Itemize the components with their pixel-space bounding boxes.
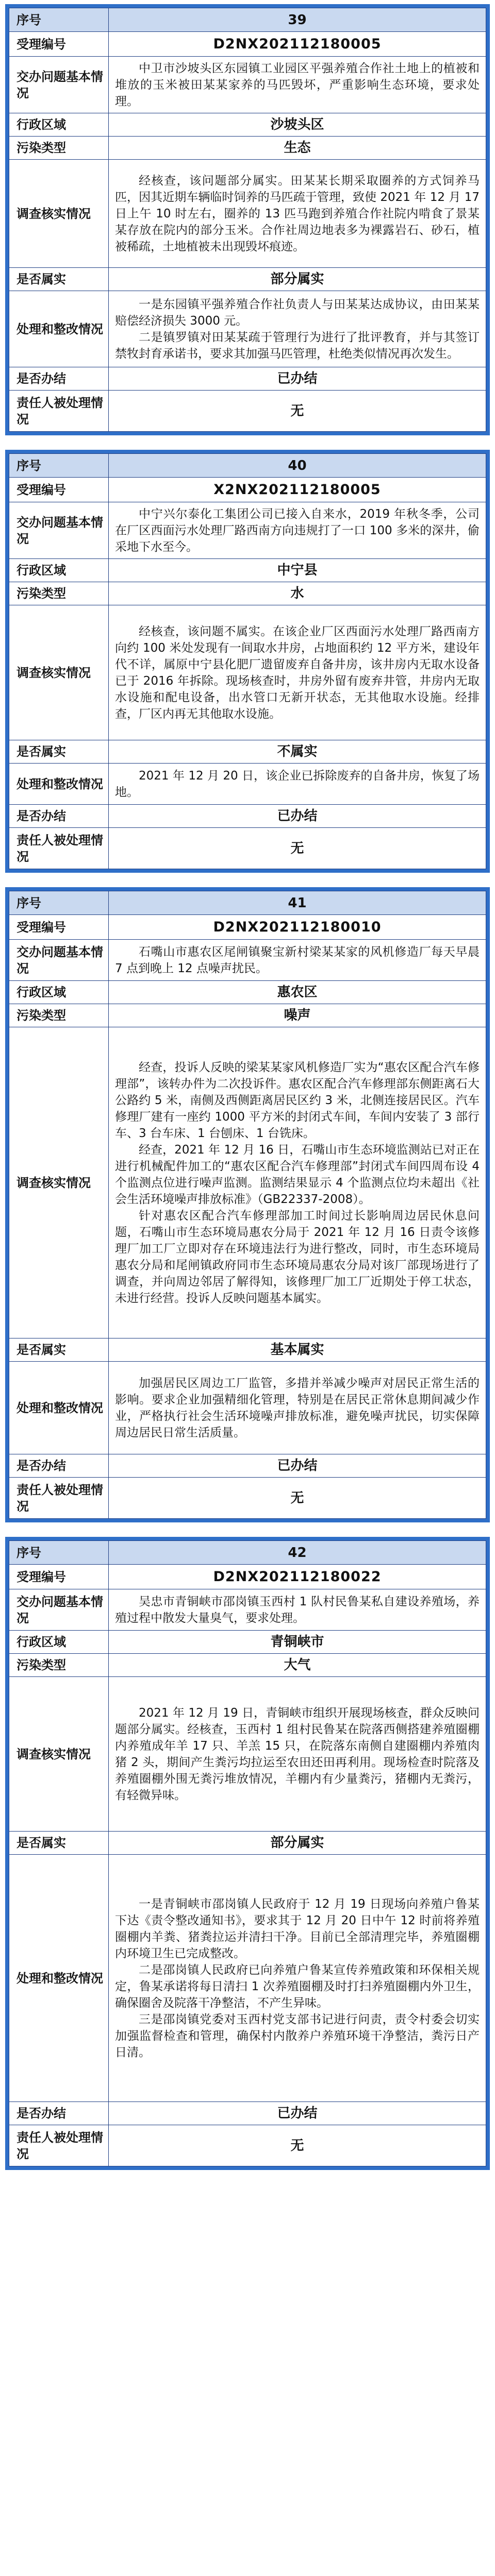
row-verification-details <box>9 605 486 740</box>
case-table <box>9 453 486 869</box>
row-region <box>9 559 486 582</box>
case-card <box>5 450 490 873</box>
problem-description-paragraph: 石嘴山市惠农区尾闸镇聚宝新村梁某某家的风机修造厂每天早晨 7 点到晚上 12 点噪声扰民。 <box>115 945 480 975</box>
seq-label: 序号 <box>9 8 109 32</box>
case-code-label: 受理编号 <box>9 915 109 940</box>
accountable-handling-label: 责任人被处理情况 <box>9 828 109 869</box>
is-closed-label: 是否办结 <box>9 2102 109 2125</box>
handling-details-paragraph: 2021 年 12 月 20 日，该企业已拆除废弃的自备井房，恢复了场地。 <box>115 769 480 799</box>
row-problem-description <box>9 1589 486 1631</box>
case-code-label: 受理编号 <box>9 1565 109 1589</box>
verification-details-label: 调查核实情况 <box>9 605 109 740</box>
problem-description-label: 交办问题基本情况 <box>9 940 109 981</box>
is-closed-value: 已办结 <box>109 1454 486 1478</box>
accountable-handling-value: 无 <box>109 828 486 869</box>
pollution-type-label: 污染类型 <box>9 582 109 605</box>
is-true-value: 部分属实 <box>109 1832 486 1855</box>
is-closed-value: 已办结 <box>109 805 486 828</box>
problem-description-value <box>109 502 486 559</box>
is-closed-label: 是否办结 <box>9 1454 109 1478</box>
problem-description-label: 交办问题基本情况 <box>9 1589 109 1631</box>
handling-details-paragraph: 二是镇罗镇对田某某疏于管理行为进行了批评教育，并与其签订禁牧封育承诺书，要求其加强马匹管理，杜绝类似情况再次发生。 <box>115 330 480 361</box>
row-accountable-handling <box>9 1478 486 1519</box>
problem-description-label: 交办问题基本情况 <box>9 502 109 559</box>
region-label: 行政区域 <box>9 981 109 1004</box>
row-seq <box>9 8 486 32</box>
row-problem-description <box>9 57 486 113</box>
row-seq <box>9 1541 486 1565</box>
seq-value: 40 <box>109 454 486 478</box>
verification-details-value <box>109 160 486 268</box>
is-true-value: 不属实 <box>109 740 486 764</box>
is-true-value: 基本属实 <box>109 1338 486 1362</box>
is-true-value: 部分属实 <box>109 268 486 291</box>
pollution-type-label: 污染类型 <box>9 137 109 160</box>
case-card <box>5 1537 490 2170</box>
pollution-type-label: 污染类型 <box>9 1654 109 1677</box>
row-is-closed <box>9 805 486 828</box>
row-is-closed <box>9 367 486 391</box>
case-code-value: D2NX202112180010 <box>109 915 486 940</box>
accountable-handling-value: 无 <box>109 2125 486 2166</box>
accountable-handling-label: 责任人被处理情况 <box>9 1478 109 1519</box>
row-seq <box>9 454 486 478</box>
row-case-code <box>9 478 486 502</box>
pollution-type-label: 污染类型 <box>9 1004 109 1027</box>
row-region <box>9 1631 486 1654</box>
accountable-handling-value: 无 <box>109 391 486 432</box>
row-is-true <box>9 268 486 291</box>
verification-details-paragraph: 经核查，该问题部分属实。田某某长期采取圈养的方式饲养马匹，因其近期车辆临时饲养的马匹疏于管理，致使 2021 年 12 月 17 日上午 10 时左右，圈养的 13 匹马跑到养殖合作社院内啃食了景某某存放在院内的部分玉米。合作社周边地表多为裸露岩石、砂石，植被稀疏，土地植被未出现毁坏痕迹。 <box>115 174 480 253</box>
row-pollution-type <box>9 1654 486 1677</box>
is-closed-value: 已办结 <box>109 367 486 391</box>
row-handling-details <box>9 1362 486 1454</box>
region-label: 行政区域 <box>9 1631 109 1654</box>
verification-details-paragraph: 经查，投诉人反映的梁某某家风机修造厂实为“惠农区配合汽车修理部”，该转办件为二次投诉件。惠农区配合汽车修理部东侧距离石大公路约 5 米，南侧及西侧距离居民区约 3 米，北侧连接居民区。汽车修理厂建有一座约 1000 平方米的封闭式车间，车间内安装了 3 部行车、3 台车床、1 台刨床、1 台铣床。 <box>115 1060 480 1140</box>
is-closed-label: 是否办结 <box>9 805 109 828</box>
seq-value: 42 <box>109 1541 486 1565</box>
row-case-code <box>9 915 486 940</box>
handling-details-paragraph: 三是邵岗镇党委对玉西村党支部书记进行问责，责令村委会切实加强监督检查和管理，确保村内散养户养殖环境干净整洁，粪污日产日清。 <box>115 2012 480 2059</box>
case-code-value: D2NX202112180022 <box>109 1565 486 1589</box>
handling-details-label: 处理和整改情况 <box>9 1855 109 2102</box>
handling-details-label: 处理和整改情况 <box>9 291 109 367</box>
region-value: 青铜峡市 <box>109 1631 486 1654</box>
row-is-closed <box>9 2102 486 2125</box>
accountable-handling-value: 无 <box>109 1478 486 1519</box>
row-accountable-handling <box>9 2125 486 2166</box>
verification-details-value <box>109 1027 486 1338</box>
verification-details-label: 调查核实情况 <box>9 1027 109 1338</box>
problem-description-label: 交办问题基本情况 <box>9 57 109 113</box>
handling-details-paragraph: 一是东园镇平强养殖合作社负责人与田某某达成协议，由田某某赔偿经济损失 3000 元。 <box>115 297 480 328</box>
case-card <box>5 887 490 1522</box>
row-pollution-type <box>9 137 486 160</box>
accountable-handling-label: 责任人被处理情况 <box>9 2125 109 2166</box>
case-table <box>9 1540 486 2166</box>
row-accountable-handling <box>9 828 486 869</box>
handling-details-paragraph: 加强居民区周边工厂监管，多措并举减少噪声对居民正常生活的影响。要求企业加强精细化管理，特别是在居民正常休息期间减少作业，严格执行社会生活环境噪声排放标准，避免噪声扰民，切实保障周边居民日常生活质量。 <box>115 1376 480 1439</box>
row-problem-description <box>9 940 486 981</box>
is-true-label: 是否属实 <box>9 740 109 764</box>
row-verification-details <box>9 160 486 268</box>
row-case-code <box>9 32 486 57</box>
row-case-code <box>9 1565 486 1589</box>
verification-details-paragraph: 经查，2021 年 12 月 16 日，石嘴山市生态环境监测站已对正在进行机械配件加工的“惠农区配合汽车修理部”封闭式车间四周布设 4 个监测点位进行噪声监测。监测结果显示 4 个监测点位均未超出《社会生活环境噪声排放标准》（GB22337-2008）。 <box>115 1143 480 1206</box>
row-pollution-type <box>9 582 486 605</box>
problem-description-value <box>109 57 486 113</box>
problem-description-paragraph: 中卫市沙坡头区东园镇工业园区平强养殖合作社土地上的植被和堆放的玉米被田某某家养的马匹毁坏，严重影响生态环境，要求处理。 <box>115 61 480 108</box>
verification-details-label: 调查核实情况 <box>9 160 109 268</box>
verification-details-value <box>109 605 486 740</box>
is-closed-value: 已办结 <box>109 2102 486 2125</box>
handling-details-value <box>109 764 486 805</box>
problem-description-value <box>109 1589 486 1631</box>
seq-label: 序号 <box>9 891 109 915</box>
seq-value: 41 <box>109 891 486 915</box>
pollution-type-value: 生态 <box>109 137 486 160</box>
region-value: 惠农区 <box>109 981 486 1004</box>
handling-details-paragraph: 二是邵岗镇人民政府已向养殖户鲁某宣传养殖政策和环保相关规定，鲁某承诺将每日清扫 1 次养殖圈棚及时打扫养殖圈棚内外卫生，确保圈舍及院落干净整洁，不产生异味。 <box>115 1963 480 2010</box>
row-accountable-handling <box>9 391 486 432</box>
row-handling-details <box>9 291 486 367</box>
seq-value: 39 <box>109 8 486 32</box>
is-true-label: 是否属实 <box>9 1338 109 1362</box>
row-handling-details <box>9 764 486 805</box>
row-verification-details <box>9 1677 486 1832</box>
case-card <box>5 4 490 435</box>
is-true-label: 是否属实 <box>9 1832 109 1855</box>
problem-description-paragraph: 中宁兴尔泰化工集团公司已接入自来水，2019 年秋冬季，公司在厂区西面污水处理厂路西南方向违规打了一口 100 多米的深井，偷采地下水至今。 <box>115 507 480 554</box>
case-table <box>9 8 486 432</box>
seq-label: 序号 <box>9 454 109 478</box>
region-label: 行政区域 <box>9 113 109 137</box>
row-problem-description <box>9 502 486 559</box>
is-true-label: 是否属实 <box>9 268 109 291</box>
region-value: 沙坡头区 <box>109 113 486 137</box>
problem-description-value <box>109 940 486 981</box>
verification-details-value <box>109 1677 486 1832</box>
row-region <box>9 981 486 1004</box>
case-code-label: 受理编号 <box>9 32 109 57</box>
handling-details-label: 处理和整改情况 <box>9 764 109 805</box>
case-code-label: 受理编号 <box>9 478 109 502</box>
handling-details-paragraph: 一是青铜峡市邵岗镇人民政府于 12 月 19 日现场向养殖户鲁某下达《责令整改通知书》，要求其于 12 月 20 日中午 12 时前将养殖圈棚内羊粪、猪粪拉运并清扫干净。目前已全部清理完毕，养殖圈棚内环境卫生已完成整改。 <box>115 1897 480 1960</box>
pollution-type-value: 大气 <box>109 1654 486 1677</box>
row-pollution-type <box>9 1004 486 1027</box>
problem-description-paragraph: 吴忠市青铜峡市邵岗镇玉西村 1 队村民鲁某私自建设养殖场，养殖过程中散发大量臭气，要求处理。 <box>115 1595 480 1625</box>
region-value: 中宁县 <box>109 559 486 582</box>
handling-details-value <box>109 1855 486 2102</box>
row-is-closed <box>9 1454 486 1478</box>
row-is-true <box>9 1832 486 1855</box>
pollution-type-value: 噪声 <box>109 1004 486 1027</box>
case-table <box>9 891 486 1519</box>
case-code-value: X2NX202112180005 <box>109 478 486 502</box>
row-is-true <box>9 1338 486 1362</box>
case-code-value: D2NX202112180005 <box>109 32 486 57</box>
pollution-type-value: 水 <box>109 582 486 605</box>
verification-details-label: 调查核实情况 <box>9 1677 109 1832</box>
is-closed-label: 是否办结 <box>9 367 109 391</box>
verification-details-paragraph: 经核查，该问题不属实。在该企业厂区西面污水处理厂路西南方向约 100 米处发现有一间取水井房，占地面积约 12 平方米，建设年代不详，属原中宁县化肥厂遗留废弃自备井房，该井房内无取水设备已于 2016 年拆除。现场核查时，井房外留有废弃井管，井房内无取水设施和配电设备，出水管口无新开状态，无其他取水设施。经排查，厂区内再无其他取水设施。 <box>115 624 480 721</box>
seq-label: 序号 <box>9 1541 109 1565</box>
handling-details-value <box>109 1362 486 1454</box>
handling-details-label: 处理和整改情况 <box>9 1362 109 1454</box>
row-region <box>9 113 486 137</box>
accountable-handling-label: 责任人被处理情况 <box>9 391 109 432</box>
row-handling-details <box>9 1855 486 2102</box>
row-verification-details <box>9 1027 486 1338</box>
verification-details-paragraph: 2021 年 12 月 19 日，青铜峡市组织开展现场核查，群众反映问题部分属实。经核查，玉西村 1 组村民鲁某在院落西侧搭建养殖圈棚内养殖成年羊 17 只、羊羔 15 只，在院落东南侧自建圈棚内养殖肉猪 2 头，期间产生粪污均拉运至农田还田再利用。现场检查时院落及养殖圈棚外围无粪污堆放情况，羊棚内有少量粪污，猪棚内无粪污，有轻微异味。 <box>115 1706 480 1802</box>
handling-details-value <box>109 291 486 367</box>
verification-details-paragraph: 针对惠农区配合汽车修理部加工时间过长影响周边居民休息问题，石嘴山市生态环境局惠农分局于 2021 年 12 月 16 日责令该修理厂加工厂立即对存在环境违法行为进行整改，同时，市生态环境局惠农分局和尾闸镇政府同市生态环境局惠农分局对该厂部现场进行了调查，并向周边邻居了解得知，该修理厂加工厂近期处于停工状态，未进行经营。投诉人反映问题基本属实。 <box>115 1209 480 1305</box>
region-label: 行政区域 <box>9 559 109 582</box>
row-is-true <box>9 740 486 764</box>
row-seq <box>9 891 486 915</box>
